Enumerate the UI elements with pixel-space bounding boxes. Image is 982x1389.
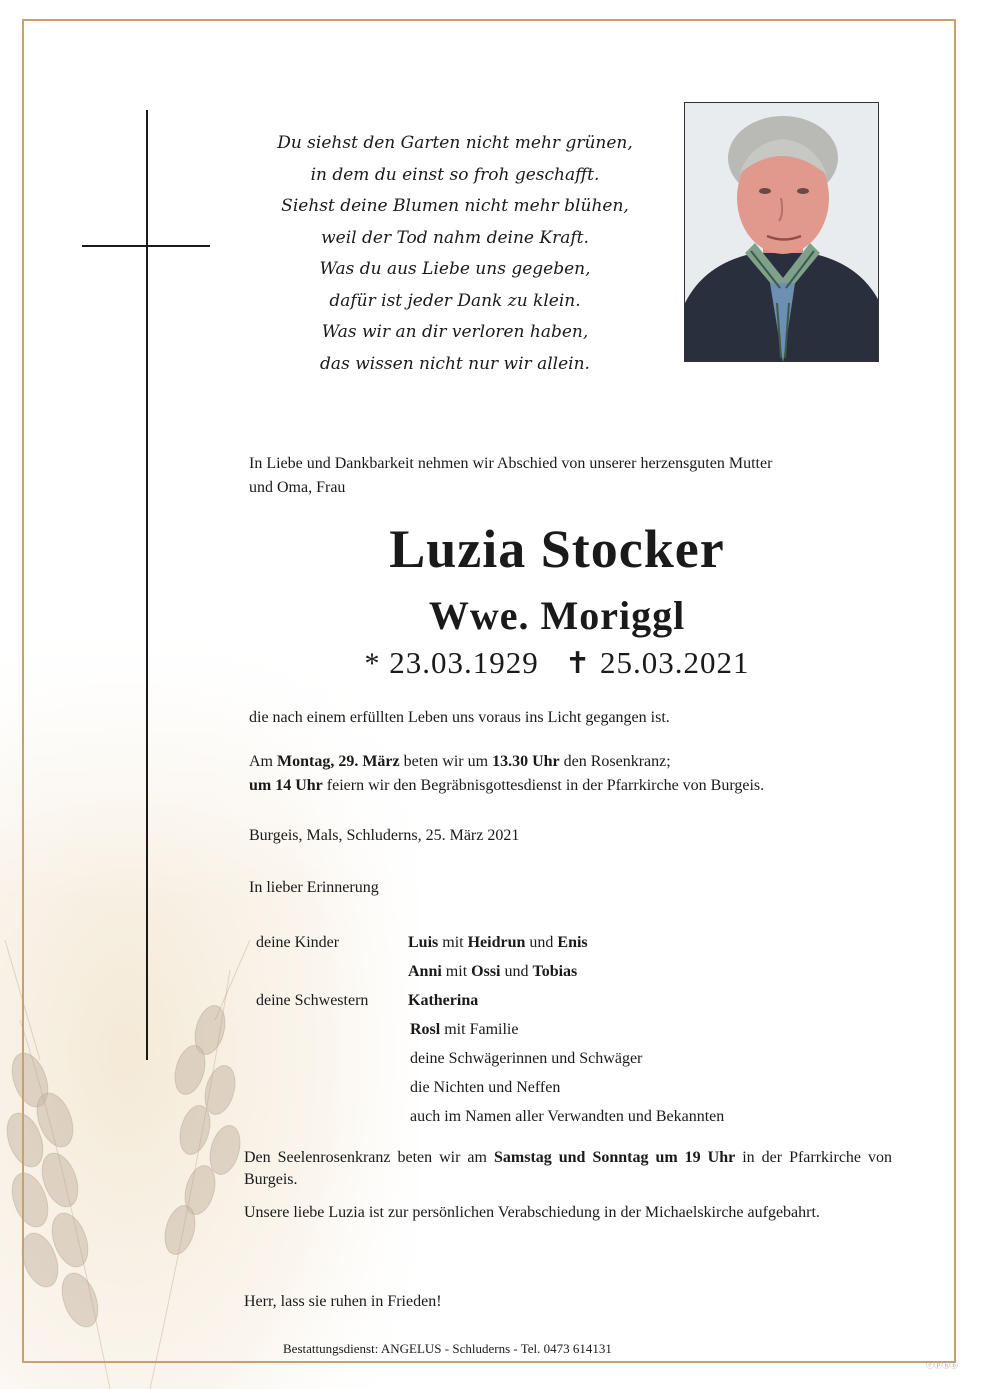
publisher-mark: ⓔⓟⓗⓑ bbox=[926, 1361, 958, 1370]
closing-prayer: Herr, lass sie ruhen in Frieden! bbox=[244, 1293, 442, 1310]
cross-icon-vertical bbox=[146, 110, 148, 1060]
service-day: Montag, 29. März bbox=[277, 753, 400, 770]
cross-icon-horizontal bbox=[82, 245, 210, 247]
portrait-photo bbox=[684, 102, 879, 362]
service-line-2: um 14 Uhr feiern wir den Begräbnisgottesdienst in der Pfarrkirche von Burgeis. bbox=[249, 777, 765, 794]
poem-line: in dem du einst so froh geschafft. bbox=[310, 164, 600, 185]
mourner-relation: deine Kinder bbox=[256, 934, 340, 951]
in-memory-heading: In lieber Erinnerung bbox=[249, 879, 379, 896]
poem-line: Was du aus Liebe uns gegeben, bbox=[319, 259, 591, 279]
mourner-relation bbox=[256, 1076, 408, 1105]
poem bbox=[240, 128, 670, 380]
mourner-row bbox=[256, 960, 724, 989]
intro-line: und Oma, Frau bbox=[249, 479, 346, 496]
viewing-paragraph: Unsere liebe Luzia ist zur persönlichen Verabschiedung in der Michaelskirche aufgebahrt. bbox=[244, 1204, 820, 1221]
mourner-names: Rosl mit Familie bbox=[410, 1021, 519, 1038]
place-date: Burgeis, Mals, Schluderns, 25. März 2021 bbox=[249, 827, 520, 844]
mourner-names: die Nichten und Neffen bbox=[410, 1079, 561, 1096]
mourner-names: Luis mit Heidrun und Enis bbox=[408, 934, 588, 951]
mourner-relation: deine Schwestern bbox=[256, 992, 369, 1009]
poem-line: Was wir an dir verloren haben, bbox=[321, 322, 589, 342]
mourner-names: auch im Namen aller Verwandten und Bekannten bbox=[410, 1108, 725, 1125]
mourner-names: deine Schwägerinnen und Schwäger bbox=[410, 1050, 643, 1067]
mourner-names: Katherina bbox=[408, 992, 479, 1009]
mourner-relation bbox=[256, 960, 408, 989]
poem-line: Siehst deine Blumen nicht mehr blühen, bbox=[281, 196, 629, 216]
death-cross-icon: ✝ bbox=[565, 647, 592, 680]
life-dates bbox=[0, 645, 982, 681]
mourner-row bbox=[256, 989, 724, 1018]
deceased-name: Luzia Stocker bbox=[389, 519, 725, 579]
poem-line: Du siehst den Garten nicht mehr grünen, bbox=[277, 133, 633, 153]
intro-line: In Liebe und Dankbarkeit nehmen wir Abschied von unserer herzensguten Mutter bbox=[249, 455, 773, 472]
death-date: 25.03.2021 bbox=[599, 645, 750, 680]
service-line-1: Am Montag, 29. März beten wir um 13.30 Uhr den Rosenkranz; bbox=[249, 753, 671, 770]
funeral-time: um 14 Uhr bbox=[249, 777, 323, 794]
after-dates-text: die nach einem erfüllten Leben uns voraus ins Licht gegangen ist. bbox=[249, 709, 670, 726]
mourner-row bbox=[256, 931, 724, 960]
mourner-row bbox=[256, 1105, 724, 1134]
mourner-row bbox=[256, 1018, 724, 1047]
poem-line: das wissen nicht nur wir allein. bbox=[320, 353, 590, 374]
mourner-relation bbox=[256, 1105, 408, 1134]
mourner-names: Anni mit Ossi und Tobias bbox=[408, 963, 578, 980]
birth-date: 23.03.1929 bbox=[389, 645, 539, 680]
birth-star-icon: * bbox=[364, 647, 381, 680]
funeral-service-footer: Bestattungsdienst: ANGELUS - Schluderns - Tel. 0473 614131 bbox=[283, 1341, 612, 1356]
poem-line: dafür ist jeder Dank zu klein. bbox=[329, 290, 581, 311]
rosary-time: 13.30 Uhr bbox=[492, 753, 560, 770]
mourner-row bbox=[256, 1047, 724, 1076]
mourner-relation bbox=[256, 1018, 408, 1047]
poem-line: weil der Tod nahm deine Kraft. bbox=[321, 227, 589, 248]
rosary-schedule: Samstag und Sonntag um 19 Uhr bbox=[493, 1149, 736, 1166]
intro-text bbox=[249, 452, 919, 500]
mourner-row bbox=[256, 1076, 724, 1105]
rosary-paragraph: Den Seelenrosenkranz beten wir am Samstag und Sonntag um 19 Uhr in der Pfarrkirche von Burgeis. bbox=[244, 1149, 893, 1188]
deceased-maiden-name: Wwe. Moriggl bbox=[428, 593, 686, 638]
mourner-relation bbox=[256, 1047, 408, 1076]
mourners-list bbox=[256, 931, 724, 1134]
